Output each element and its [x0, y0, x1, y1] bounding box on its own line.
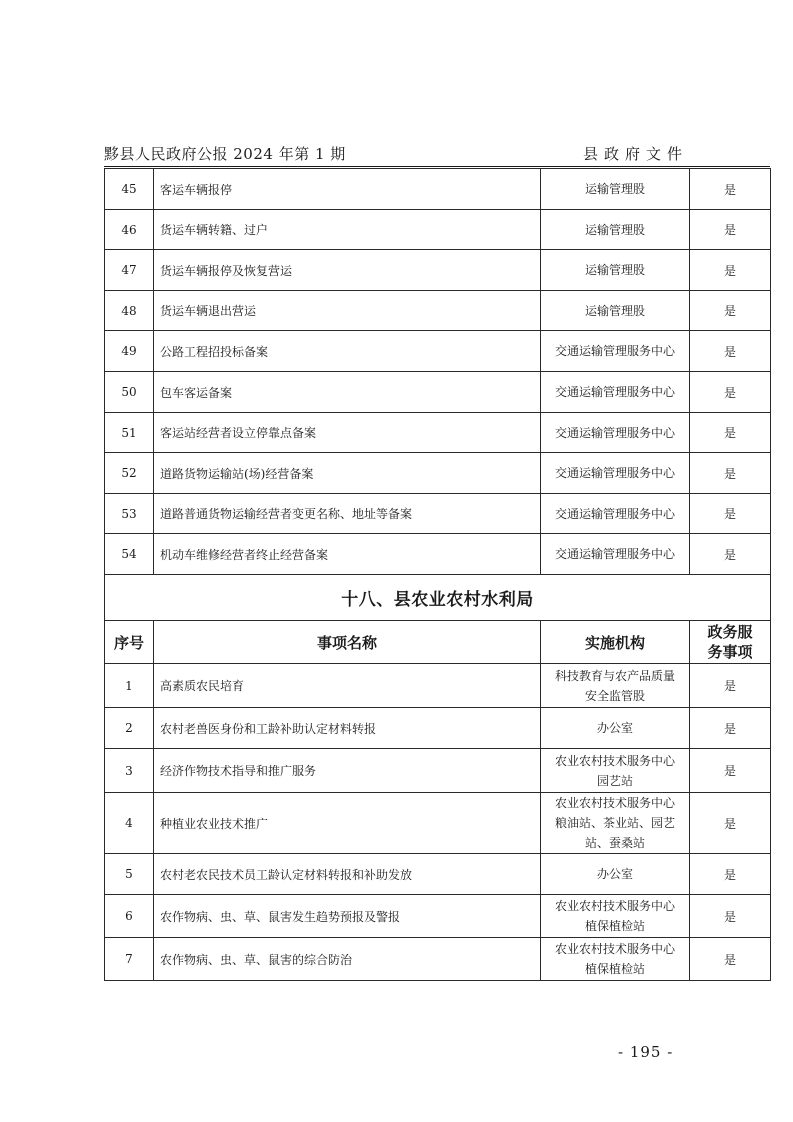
agency-line: 农业农村技术服务中心	[554, 753, 675, 768]
item-name: 货运车辆报停及恢复营运	[154, 250, 541, 291]
header-name: 事项名称	[154, 621, 541, 664]
agency-line: 运输管理股	[584, 303, 645, 318]
agency-line: 站、蚕桑站	[584, 836, 645, 850]
item-name: 道路普通货物运输经营者变更名称、地址等备案	[154, 494, 541, 534]
row-number: 46	[105, 210, 154, 250]
item-name: 道路货物运输站(场)经营备案	[154, 453, 541, 494]
agency-line: 交通运输管理服务中心	[554, 547, 675, 561]
table-row	[105, 331, 771, 372]
service-flag: 是	[690, 494, 771, 534]
agency-line: 运输管理股	[584, 182, 645, 196]
implementing-agency	[541, 793, 690, 854]
service-flag: 是	[690, 938, 771, 981]
agency-line: 交通运输管理服务中心	[554, 466, 675, 480]
service-flag: 是	[690, 453, 771, 494]
row-number: 49	[105, 331, 154, 372]
agency-line: 办公室	[596, 867, 633, 881]
row-number: 4	[105, 793, 154, 854]
agency-line: 农业农村技术服务中心	[554, 899, 675, 913]
table-row	[105, 250, 771, 291]
agency-line: 办公室	[596, 721, 633, 735]
service-flag: 是	[690, 749, 771, 793]
row-number: 48	[105, 291, 154, 331]
item-name: 包车客运备案	[154, 372, 541, 413]
table-row	[105, 708, 771, 749]
header-service-line2: 务事项	[707, 643, 753, 661]
section-block	[105, 575, 771, 664]
header-rule	[104, 166, 770, 167]
agency-line: 运输管理股	[584, 263, 645, 277]
implementing-agency	[541, 664, 690, 708]
service-flag: 是	[690, 291, 771, 331]
service-flag: 是	[690, 413, 771, 453]
item-name: 高素质农民培育	[154, 664, 541, 708]
service-flag: 是	[690, 210, 771, 250]
table-row	[105, 664, 771, 708]
implementing-agency	[541, 938, 690, 981]
item-name: 经济作物技术指导和推广服务	[154, 749, 541, 793]
implementing-agency	[541, 895, 690, 938]
row-number: 7	[105, 938, 154, 981]
row-number: 53	[105, 494, 154, 534]
table-body-transport	[105, 169, 771, 575]
agency-line: 农业农村技术服务中心	[554, 796, 675, 810]
service-flag: 是	[690, 372, 771, 413]
table-row	[105, 749, 771, 793]
implementing-agency	[541, 331, 690, 372]
item-name: 机动车维修经营者终止经营备案	[154, 534, 541, 575]
row-number: 47	[105, 250, 154, 291]
service-flag: 是	[690, 895, 771, 938]
row-number: 1	[105, 664, 154, 708]
table-row	[105, 291, 771, 331]
table-row	[105, 938, 771, 981]
section-label: 县政府文件	[582, 145, 688, 163]
table-row	[105, 372, 771, 413]
implementing-agency	[541, 291, 690, 331]
item-name: 公路工程招投标备案	[154, 331, 541, 372]
service-flag: 是	[690, 534, 771, 575]
item-name: 农村老兽医身份和工龄补助认定材料转报	[154, 708, 541, 749]
agency-line: 交通运输管理服务中心	[554, 425, 675, 440]
implementing-agency	[541, 169, 690, 210]
item-name: 农作物病、虫、草、鼠害的综合防治	[154, 938, 541, 981]
row-number: 6	[105, 895, 154, 938]
service-flag: 是	[690, 169, 771, 210]
row-number: 45	[105, 169, 154, 210]
implementing-agency	[541, 453, 690, 494]
agency-line: 科技教育与农产品质量	[554, 668, 675, 683]
service-flag: 是	[690, 708, 771, 749]
page-number: - 195 -	[618, 1043, 674, 1061]
section-title: 十八、县农业农村水利局	[105, 575, 771, 621]
table-row	[105, 413, 771, 453]
service-flag: 是	[690, 331, 771, 372]
implementing-agency	[541, 749, 690, 793]
bulletin-title: 黟县人民政府公报 2024 年第 1 期	[104, 145, 346, 163]
item-name: 客运站经营者设立停靠点备案	[154, 413, 541, 453]
implementing-agency	[541, 494, 690, 534]
agency-line: 粮油站、茶业站、园艺	[554, 816, 675, 830]
item-name: 种植业农业技术推广	[154, 793, 541, 854]
implementing-agency	[541, 372, 690, 413]
service-flag: 是	[690, 854, 771, 895]
agency-line: 植保植检站	[584, 962, 645, 976]
implementing-agency	[541, 534, 690, 575]
agency-line: 交通运输管理服务中心	[554, 344, 675, 358]
item-name: 货运车辆退出营运	[154, 291, 541, 331]
table-row	[105, 534, 771, 575]
row-number: 2	[105, 708, 154, 749]
items-table	[104, 168, 771, 981]
agency-line: 安全监管股	[584, 688, 645, 703]
row-number: 50	[105, 372, 154, 413]
table-row	[105, 494, 771, 534]
header-service	[690, 621, 771, 664]
section-title-row	[105, 575, 771, 621]
agency-line: 农业农村技术服务中心	[554, 942, 675, 956]
table-row	[105, 453, 771, 494]
service-flag: 是	[690, 250, 771, 291]
table-row	[105, 895, 771, 938]
agency-line: 园艺站	[596, 773, 633, 788]
agency-line: 植保植检站	[584, 919, 645, 933]
table-row	[105, 169, 771, 210]
row-number: 52	[105, 453, 154, 494]
implementing-agency	[541, 250, 690, 291]
service-flag: 是	[690, 793, 771, 854]
row-number: 51	[105, 413, 154, 453]
table-row	[105, 793, 771, 854]
table-body-agriculture	[105, 664, 771, 981]
header-num: 序号	[105, 621, 154, 664]
page-header	[104, 143, 688, 167]
row-number: 54	[105, 534, 154, 575]
implementing-agency	[541, 413, 690, 453]
implementing-agency	[541, 854, 690, 895]
header-org: 实施机构	[541, 621, 690, 664]
row-number: 5	[105, 854, 154, 895]
header-service-line1: 政务服	[707, 623, 753, 641]
item-name: 货运车辆转籍、过户	[154, 210, 541, 250]
service-flag: 是	[690, 664, 771, 708]
item-name: 客运车辆报停	[154, 169, 541, 210]
agency-line: 交通运输管理服务中心	[554, 385, 675, 399]
agency-line: 运输管理股	[584, 222, 645, 237]
agency-line: 交通运输管理服务中心	[554, 506, 675, 521]
table-row	[105, 210, 771, 250]
item-name: 农村老农民技术员工龄认定材料转报和补助发放	[154, 854, 541, 895]
implementing-agency	[541, 210, 690, 250]
implementing-agency	[541, 708, 690, 749]
column-header-row	[105, 621, 771, 664]
row-number: 3	[105, 749, 154, 793]
table-row	[105, 854, 771, 895]
item-name: 农作物病、虫、草、鼠害发生趋势预报及警报	[154, 895, 541, 938]
